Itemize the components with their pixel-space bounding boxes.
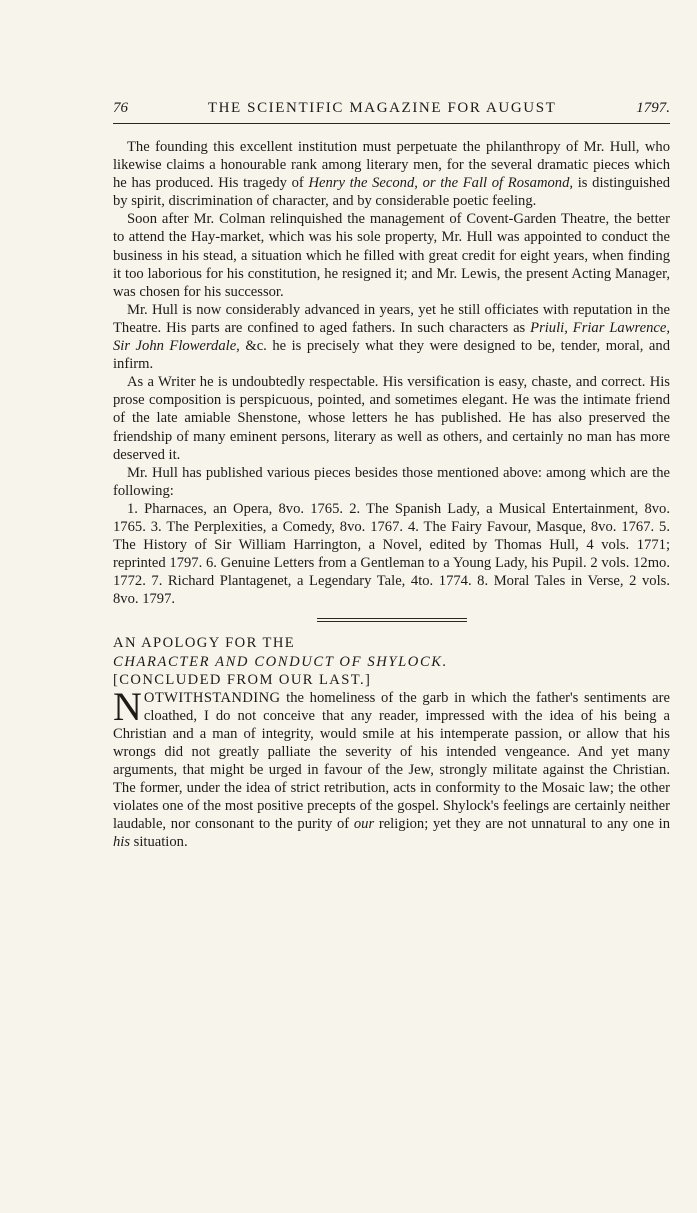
paragraph-actor bbox=[113, 301, 670, 373]
italic-word: his bbox=[113, 834, 131, 851]
text-run: &c. he is precisely what they were designed to be, tender, moral, and infirm. bbox=[113, 338, 670, 373]
magazine-title: THE SCIENTIFIC MAGAZINE FOR AUGUST bbox=[207, 100, 557, 116]
italic-characters: Priuli, Friar Lawrence, Sir John Flowerdale, bbox=[113, 319, 670, 355]
article-subtitle: CHARACTER AND CONDUCT OF SHYLOCK. bbox=[113, 653, 448, 670]
text-run: Mr. Hull is now considerably advanced in years, yet he still officiates with reputation in the Theatre. His parts are confined to aged fathers. In such characters as bbox=[113, 301, 670, 336]
article-title: AN APOLOGY FOR THE bbox=[113, 635, 296, 652]
running-head bbox=[113, 100, 670, 124]
text-run: situation. bbox=[130, 834, 188, 851]
continuation-note: [CONCLUDED FROM OUR LAST.] bbox=[113, 671, 372, 688]
paragraph-management: Soon after Mr. Colman relinquished the management of Covent-Garden Theatre, the better to attend the Hay-market, which was his sole property, Mr. Hull was appointed to conduct the business in his stead, a situation which he filled with great credit for eight years, when finding it too laborious for his constitution, he resigned it; and Mr. Lewis, the present Acting Manager, was chosen for his successor. bbox=[113, 211, 670, 300]
paragraph-writer: As a Writer he is undoubtedly respectable. His versification is easy, chaste, and correct. His prose composition is perspicuous, pointed, and sometimes elegant. He was the intimate friend of the late amiable Shenstone, whose letters he has published. He has also preserved the friendship of many eminent persons, literary as well as others, and certainly no man has more deserved it. bbox=[113, 374, 670, 463]
text-run: The founding this excellent institution must perpetuate the philanthropy of Mr. Hull, who likewise claims a honourable rank among literary men, for the several dramatic pieces which he has produced. His tragedy of bbox=[113, 139, 670, 192]
paragraph-institution bbox=[113, 138, 670, 210]
works-list: 1. Pharnaces, an Opera, 8vo. 1765. 2. The Spanish Lady, a Musical Entertainment, 8vo. 1765. 3. The Perplexities, a Comedy, 8vo. 1767. 4. The Fairy Favour, Masque, 8vo. 1767. 5. The History of Sir William Harrington, a Novel, edited by Thomas Hull, 4 vols. 1771; reprinted 1797. 6. Genuine Letters from a Gentleman to a Young Lady, his Pupil. 2 vols. 12mo. 1772. 7. Richard Plantagenet, a Legendary Tale, 4to. 1774. 8. Moral Tales in Verse, 2 vols. 8vo. 1797. bbox=[113, 500, 670, 608]
italic-title: Henry the Second, or the Fall of Rosamond, bbox=[308, 175, 574, 192]
section-divider bbox=[317, 618, 467, 622]
text-run: religion; yet they are not unnatural to any one in bbox=[374, 816, 670, 833]
italic-word: our bbox=[353, 816, 375, 833]
lead-word: OTWITHSTANDING bbox=[143, 689, 281, 706]
drop-cap: N bbox=[113, 683, 142, 729]
article-shylock bbox=[113, 634, 670, 851]
text-run: the homeliness of the garb in which the father's sentiments are cloathed, I do not conceive that any reader, impressed with the idea of his being a Christian and a man of integrity, would smile at his intemperate passion, or allow that his wrongs did not greatly palliate the severity of his intended vengeance. And yet many arguments, that might be urged in favour of the Jew, strongly militate against the Christian. The former, under the idea of strict retribution, acts in conformity to the Mosaic law; the other violates one of the most positive precepts of the gospel. Shylock's feelings are certainly neither laudable, nor consonant to the purity of bbox=[113, 689, 670, 833]
magazine-page bbox=[113, 100, 670, 852]
paragraph-publications: Mr. Hull has published various pieces besides those mentioned above: among which are the following: bbox=[113, 464, 670, 499]
text-run: is distinguished by spirit, discrimination of character, and by considerable poetic feeling. bbox=[113, 175, 670, 210]
page-number: 76 bbox=[113, 100, 128, 116]
issue-year: 1797. bbox=[636, 100, 670, 116]
article-paragraph bbox=[113, 683, 670, 852]
biography-text bbox=[113, 138, 670, 608]
